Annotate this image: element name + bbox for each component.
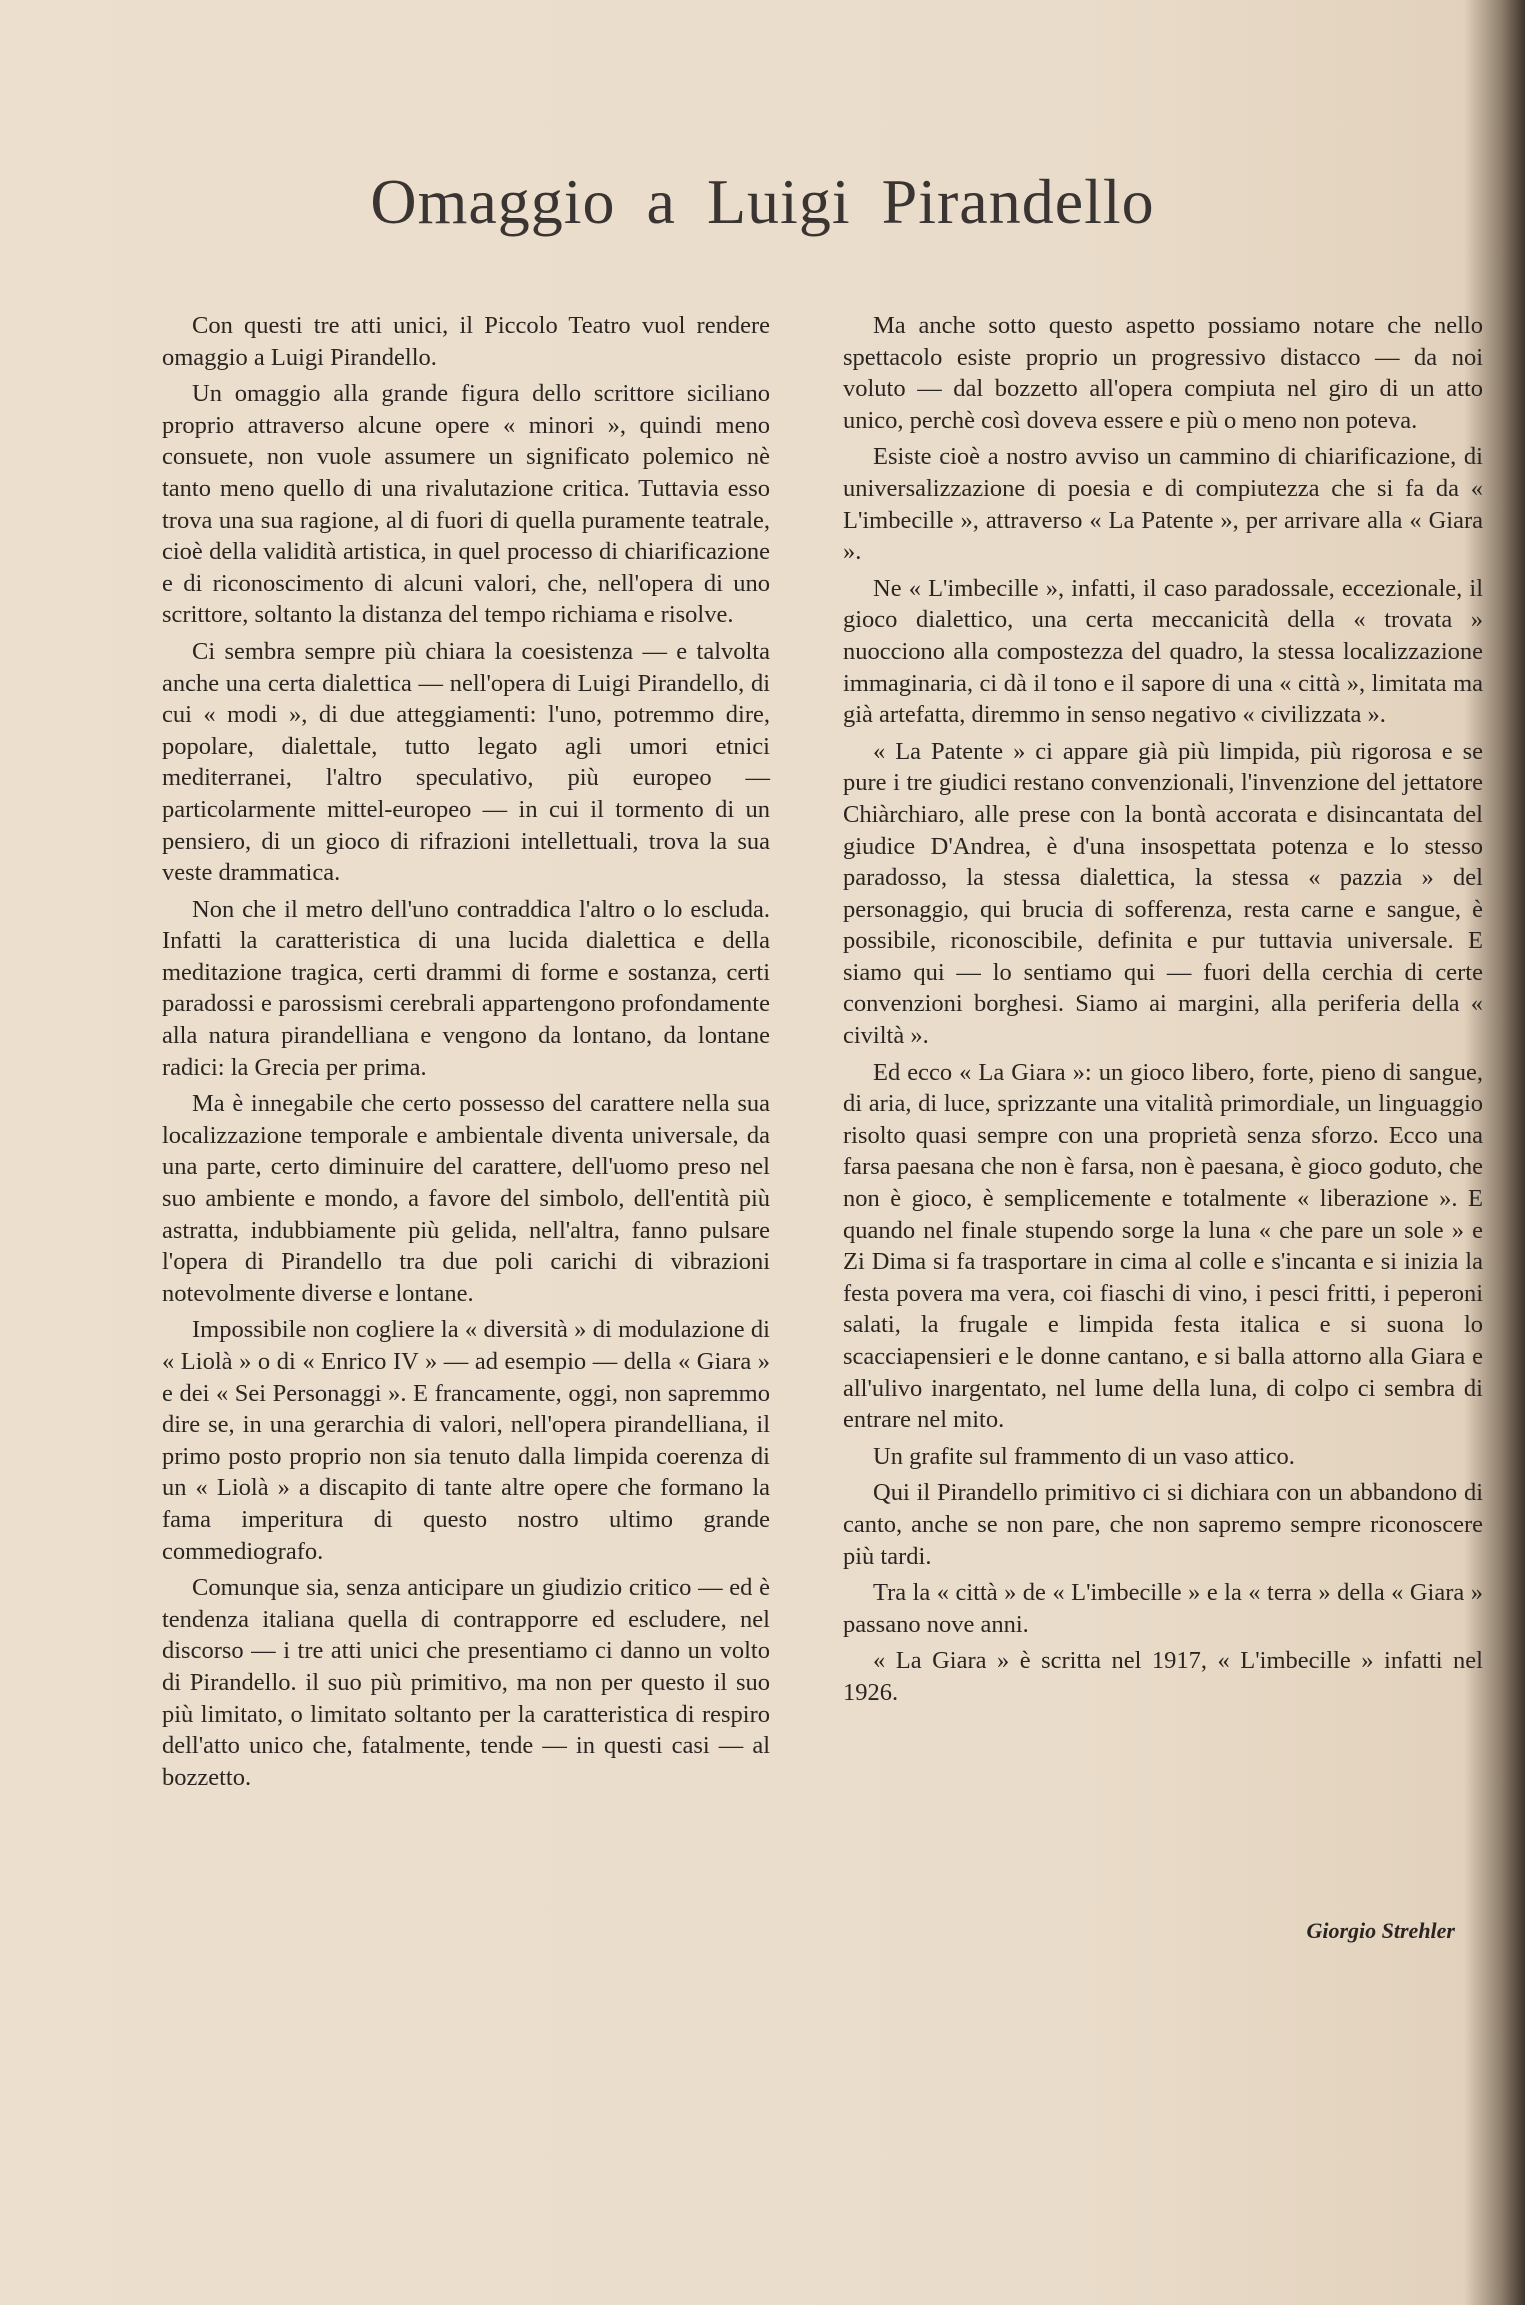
- paragraph: Ed ecco « La Giara »: un gioco libero, forte, pieno di sangue, di aria, di luce, sprizzante una vitalità primordiale, un linguaggio risolto quasi sempre con una proprietà senza sforzo. Ecco una farsa paesana che non è farsa, non è paesana, è gioco goduto, che non è gioco, è semplicemente e totalmente « liberazione ». E quando nel finale stupendo sorge la luna « che pare un sole » e Zi Dima si fa trasportare in cima al colle e s'incanta e si inizia la festa povera ma vera, coi fiaschi di vino, i pesci fritti, i peperoni salati, la frugale e limpida festa italica e si suona lo scacciapensieri e le donne cantano, e si balla attorno alla Giara e all'ulivo inargentato, nel lume della luna, di colpo ci sembra di entrare nel mito.: [843, 1058, 1483, 1434]
- paragraph: Ma anche sotto questo aspetto possiamo notare che nello spettacolo esiste proprio un progressivo distacco — da noi voluto — dal bozzetto all'opera compiuta nel giro di un atto unico, perchè così doveva essere e più o meno non poteva.: [843, 312, 1483, 434]
- paragraph: Un grafite sul frammento di un vaso attico.: [873, 1442, 1295, 1470]
- left-column: [162, 310, 770, 1798]
- paragraph: Qui il Pirandello primitivo ci si dichiara con un abbandono di canto, anche se non pare, che non sapremo sempre riconoscere più tardi.: [843, 1479, 1483, 1570]
- author-signature: Giorgio Strehler: [1306, 1918, 1455, 1943]
- paragraph: Non che il metro dell'uno contraddica l'altro o lo escluda. Infatti la caratteristica di una lucida dialettica e della meditazione tragica, certi drammi di forme e sostanza, certi paradossi e parossismi cerebrali appartengono profondamente alla natura pirandelliana e vengono da lontano, da lontane radici: la Grecia per prima.: [162, 895, 770, 1081]
- paragraph: « La Giara » è scritta nel 1917, « L'imbecille » infatti nel 1926.: [843, 1647, 1483, 1706]
- paragraph: Comunque sia, senza anticipare un giudizio critico — ed è tendenza italiana quella di contrapporre ed escludere, nel discorso — i tre atti unici che presentiamo ci danno un volto di Pirandello. il suo più primitivo, ma non per questo il suo più limitato, o limitato soltanto per la caratteristica di respiro dell'atto unico che, fatalmente, tende — in questi casi — al bozzetto.: [162, 1574, 770, 1791]
- paragraph: Ne « L'imbecille », infatti, il caso paradossale, eccezionale, il gioco dialettico, una certa meccanicità della « trovata » nuocciono alla compostezza del quadro, la stessa localizzazione immaginaria, ci dà il tono e il sapore di una « città », limitata ma già artefatta, diremmo in senso negativo « civilizzata ».: [843, 574, 1483, 729]
- paragraph: Ci sembra sempre più chiara la coesistenza — e talvolta anche una certa dialettica — nell'opera di Luigi Pirandello, di cui « modi », di due atteggiamenti: l'uno, potremmo dire, popolare, dialettale, tutto legato agli umori etnici mediterranei, l'altro speculativo, più europeo — particolarmente mittel-europeo — in cui il tormento di un pensiero, di un gioco di rifrazioni intellettuali, trova la sua veste drammatica.: [162, 637, 770, 887]
- paragraph: Impossibile non cogliere la « diversità » di modulazione di « Liolà » o di « Enrico IV » — ad esempio — della « Giara » e dei « Sei Personaggi ». E francamente, oggi, non sapremmo dire se, in una gerarchia di valori, nell'opera pirandelliana, il primo posto proprio non sia tenuto dalla limpida coerenza di un « Liolà » a discapito di tante altre opere che formano la fama imperitura di questo nostro ultimo grande commediografo.: [162, 1316, 770, 1565]
- paragraph: Ma è innegabile che certo possesso del carattere nella sua localizzazione temporale e ambientale diventa universale, da una parte, certo diminuire del carattere, dell'uomo preso nel suo ambiente e mondo, a favore del simbolo, dell'entità più astratta, indubbiamente più gelida, nell'altra, fanno pulsare l'opera di Pirandello tra due poli carichi di vibrazioni notevolmente diverse e lontane.: [162, 1090, 770, 1307]
- paragraph: Esiste cioè a nostro avviso un cammino di chiarificazione, di universalizzazione di poesia e di compiutezza che si fa da « L'imbecille », attraverso « La Patente », per arrivare alla « Giara ».: [843, 443, 1483, 566]
- right-column: [843, 310, 1483, 1714]
- paragraph: « La Patente » ci appare già più limpida, più rigorosa e se pure i tre giudici restano convenzionali, l'invenzione del jettatore Chiàrchiaro, alle prese con la bontà accorata e disincantata del giudice D'Andrea, è d'una insospettata potenza e lo stesso paradosso, la stessa dialettica, la stessa « pazzia » del personaggio, qui brucia di sofferenza, resta carne e sangue, è possibile, riconoscibile, definita e pur tuttavia universale. E siamo qui — lo sentiamo qui — fuori della cerchia di certe convenzioni borghesi. Siamo ai margini, alla periferia della « civiltà ».: [843, 737, 1483, 1050]
- paragraph: Un omaggio alla grande figura dello scrittore siciliano proprio attraverso alcune opere « minori », quindi meno consuete, non vuole assumere un significato polemico nè tanto meno quello di una rivalutazione critica. Tuttavia esso trova una sua ragione, al di fuori di quella puramente teatrale, cioè della validità artistica, in quel processo di chiarificazione e di riconoscimento di alcuni valori, che, nell'opera di uno scrittore, soltanto la distanza del tempo richiama e risolve.: [162, 380, 770, 629]
- paragraph: Con questi tre atti unici, il Piccolo Teatro vuol rendere omaggio a Luigi Pirandello.: [162, 312, 770, 371]
- page-title: Omaggio a Luigi Pirandello: [370, 166, 1155, 237]
- paragraph: Tra la « città » de « L'imbecille » e la « terra » della « Giara » passano nove anni.: [843, 1579, 1483, 1638]
